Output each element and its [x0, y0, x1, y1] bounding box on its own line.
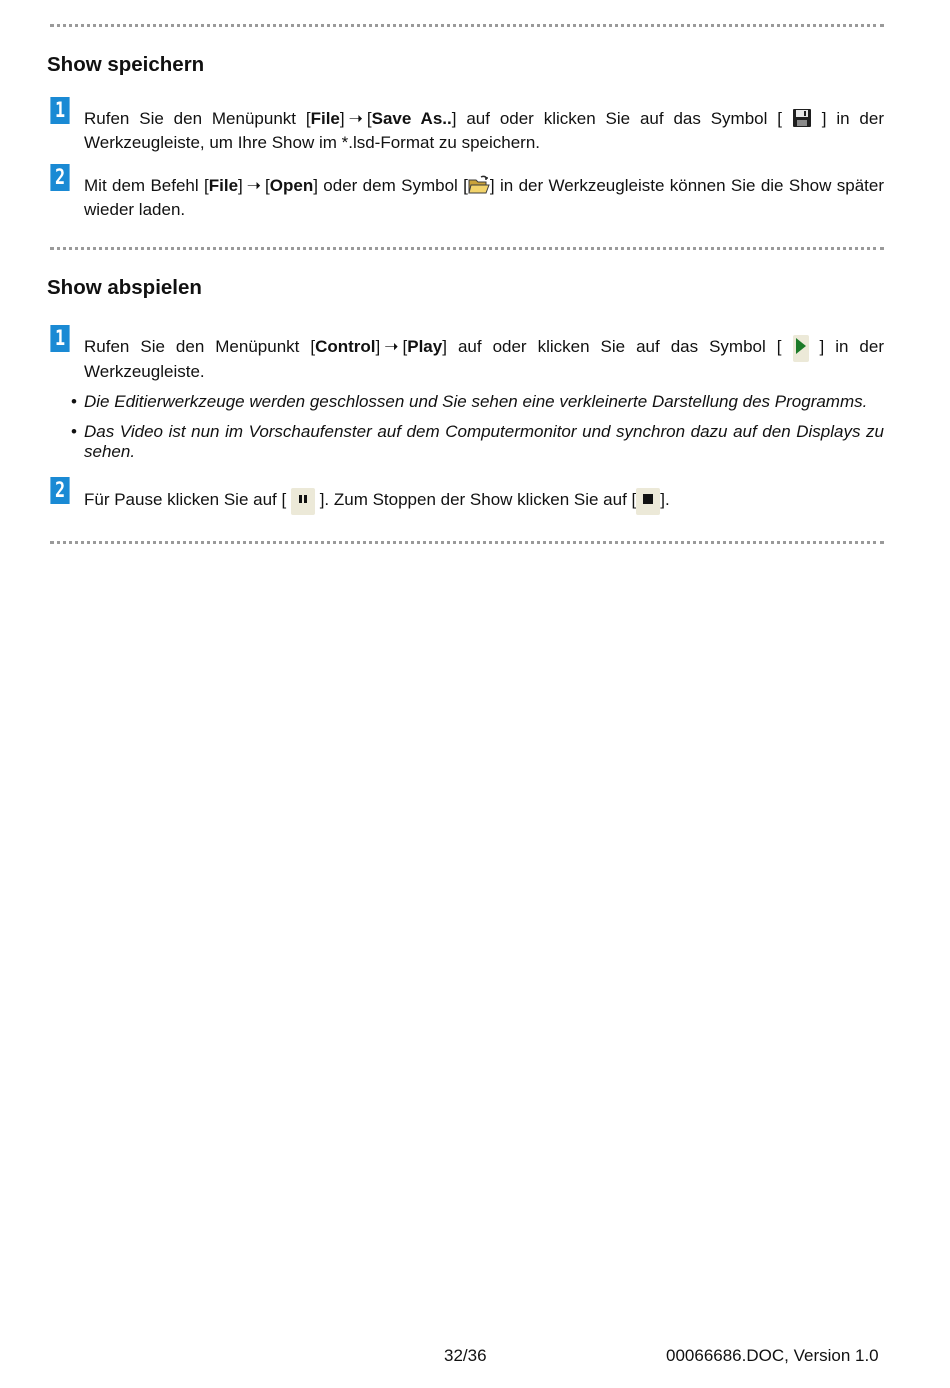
step-number-badge: 1: [50, 325, 69, 352]
bullet-item: • Das Video ist nun im Vorschaufenster auf dem Computermonitor und synchron dazu auf den Displays zu sehen.: [71, 422, 884, 461]
menu-save-as: Save As..: [371, 109, 452, 128]
arrow-icon: ➝: [246, 176, 262, 195]
step-number-badge: 1: [50, 97, 69, 124]
step-text-save-1: Rufen Sie den Menüpunkt [File] ➝ [Save As..] auf oder klicken Sie auf das Symbol [ ] in der Werkzeugleiste, um Ihre Show im *.lsd-Format zu speichern.: [84, 109, 884, 152]
step-number-badge: 2: [50, 164, 69, 191]
menu-file: File: [208, 176, 239, 195]
section-heading-play: Show abspielen: [47, 276, 202, 299]
menu-control: Control: [315, 337, 376, 356]
pause-icon: [291, 488, 315, 515]
step-text-play-1: Rufen Sie den Menüpunkt [Control] ➝ [Play] auf oder klicken Sie auf das Symbol [ ] in der Werkzeugleiste.: [84, 337, 884, 381]
open-folder-icon: [468, 175, 490, 200]
arrow-icon: ➝: [348, 109, 363, 128]
bullet-item: • Die Editierwerkzeuge werden geschlossen und Sie sehen eine verkleinerte Darstellung des Programms.: [71, 392, 868, 411]
step-text-play-2: Für Pause klicken Sie auf [ ]. Zum Stoppen der Show klicken Sie auf [ ].: [84, 488, 884, 515]
menu-open: Open: [269, 176, 314, 195]
page-number: 32/36: [444, 1346, 487, 1365]
stop-icon: [636, 488, 660, 515]
arrow-icon: ➝: [384, 337, 399, 356]
dotted-divider: [50, 24, 884, 27]
floppy-disk-icon: [792, 108, 812, 133]
step-number-badge: 2: [50, 477, 69, 504]
step-text-save-2: Mit dem Befehl [File] ➝ [Open] oder dem Symbol [ ] in der Werkzeugleiste können Sie die Show später wieder laden.: [84, 176, 884, 219]
document-id: 00066686.DOC, Version 1.0: [666, 1346, 879, 1365]
dotted-divider: [50, 541, 884, 544]
play-icon: [793, 335, 809, 362]
menu-play: Play: [407, 337, 443, 356]
section-heading-save: Show speichern: [47, 53, 205, 76]
menu-file: File: [310, 109, 340, 128]
dotted-divider: [50, 247, 884, 250]
